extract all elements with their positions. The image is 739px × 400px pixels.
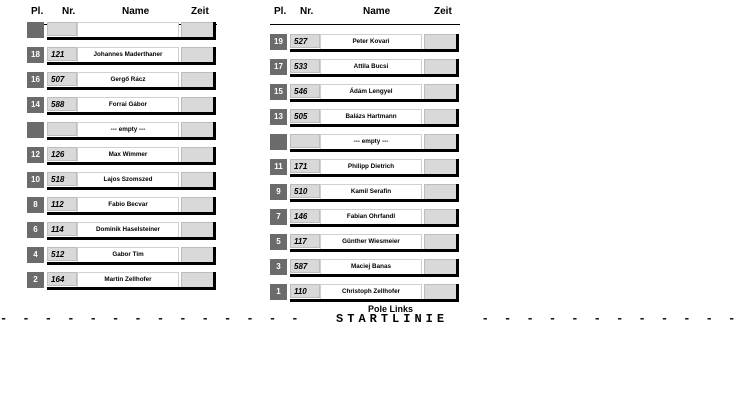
grid-row — [270, 259, 460, 277]
start-number — [47, 22, 77, 36]
grid-row — [27, 72, 217, 90]
driver-name: --- empty --- — [77, 122, 179, 138]
pole-label: Pole Links — [368, 304, 414, 314]
time-cell — [424, 109, 458, 125]
time-cell — [181, 147, 215, 163]
driver-name: Gabor Tim — [77, 247, 179, 263]
grid-row — [270, 159, 460, 177]
start-number: 110 — [290, 284, 320, 298]
start-number: 527 — [290, 34, 320, 48]
grid-row — [270, 209, 460, 227]
left-header — [27, 6, 217, 20]
row-underline — [290, 249, 459, 252]
row-underline — [47, 212, 216, 215]
driver-name: Fabio Becvar — [77, 197, 179, 213]
row-underline — [290, 274, 459, 277]
time-cell — [181, 247, 215, 263]
row-underline — [47, 137, 216, 140]
time-cell — [424, 59, 458, 75]
row-underline — [47, 112, 216, 115]
start-number: 126 — [47, 147, 77, 161]
position-badge: 8 — [27, 197, 44, 213]
start-number: 146 — [290, 209, 320, 223]
position-badge: 17 — [270, 59, 287, 75]
header-zeit: Zeit — [434, 6, 452, 17]
time-cell — [424, 259, 458, 275]
grid-row — [27, 247, 217, 265]
start-number: 507 — [47, 72, 77, 86]
row-underline — [47, 87, 216, 90]
position-badge: 18 — [27, 47, 44, 63]
driver-name: Attila Bucsi — [320, 59, 422, 75]
grid-row — [27, 97, 217, 115]
grid-row — [270, 109, 460, 127]
time-cell — [181, 197, 215, 213]
start-number: 510 — [290, 184, 320, 198]
position-badge — [270, 134, 287, 150]
position-badge: 13 — [270, 109, 287, 125]
driver-name: Gergő Rácz — [77, 72, 179, 88]
time-cell — [181, 97, 215, 113]
start-number: 512 — [47, 247, 77, 261]
driver-name: Lajos Szomszed — [77, 172, 179, 188]
row-underline — [47, 162, 216, 165]
time-cell — [181, 122, 215, 138]
row-underline — [290, 174, 459, 177]
row-underline — [47, 187, 216, 190]
grid-row — [27, 272, 217, 290]
header-zeit: Zeit — [191, 6, 209, 17]
header-nr: Nr. — [300, 6, 314, 17]
position-badge: 3 — [270, 259, 287, 275]
time-cell — [424, 209, 458, 225]
time-cell — [181, 222, 215, 238]
row-underline — [290, 299, 459, 302]
position-badge: 5 — [270, 234, 287, 250]
driver-name: Balázs Hartmann — [320, 109, 422, 125]
driver-name: Christoph Zellhofer — [320, 284, 422, 300]
header-pl: Pl. — [274, 6, 287, 17]
driver-name: Peter Kovari — [320, 34, 422, 50]
row-underline — [47, 237, 216, 240]
start-number: 121 — [47, 47, 77, 61]
start-number: 588 — [47, 97, 77, 111]
grid-row — [27, 22, 217, 40]
driver-name: Johannes Maderthaner — [77, 47, 179, 63]
driver-name: Kamil Serafin — [320, 184, 422, 200]
time-cell — [181, 272, 215, 288]
position-badge: 16 — [27, 72, 44, 88]
grid-row — [27, 222, 217, 240]
position-badge: 14 — [27, 97, 44, 113]
row-underline — [290, 49, 459, 52]
time-cell — [424, 184, 458, 200]
header-pl: Pl. — [31, 6, 44, 17]
start-number: 164 — [47, 272, 77, 286]
grid-row — [270, 84, 460, 102]
start-number: 171 — [290, 159, 320, 173]
position-badge — [27, 22, 44, 38]
time-cell — [181, 172, 215, 188]
start-number: 114 — [47, 222, 77, 236]
start-number: 546 — [290, 84, 320, 98]
driver-name: Dominik Haselsteiner — [77, 222, 179, 238]
driver-name: Forrai Gábor — [77, 97, 179, 113]
time-cell — [424, 84, 458, 100]
row-underline — [47, 287, 216, 290]
position-badge: 2 — [27, 272, 44, 288]
row-underline — [290, 149, 459, 152]
row-underline — [290, 124, 459, 127]
position-badge: 4 — [27, 247, 44, 263]
time-cell — [424, 34, 458, 50]
grid-row — [27, 122, 217, 140]
row-underline — [290, 199, 459, 202]
driver-name: Philipp Dietrich — [320, 159, 422, 175]
row-underline — [290, 99, 459, 102]
driver-name: Max Wimmer — [77, 147, 179, 163]
grid-row — [27, 172, 217, 190]
start-number: 533 — [290, 59, 320, 73]
position-badge: 9 — [270, 184, 287, 200]
grid-row — [270, 59, 460, 77]
time-cell — [424, 134, 458, 150]
grid-row — [27, 47, 217, 65]
startline: - - - - - - - - - - - - - - STARTLINIE - - - - - - - - - - - - — [0, 312, 739, 326]
time-cell — [424, 159, 458, 175]
time-cell — [181, 47, 215, 63]
position-badge: 12 — [27, 147, 44, 163]
start-number: 518 — [47, 172, 77, 186]
driver-name: Günther Wiesmeier — [320, 234, 422, 250]
header-name: Name — [122, 6, 150, 17]
grid-row — [270, 234, 460, 252]
start-number — [290, 134, 320, 148]
driver-name: Fabian Ohrfandl — [320, 209, 422, 225]
row-underline — [290, 74, 459, 77]
driver-name — [77, 22, 179, 38]
grid-row — [27, 197, 217, 215]
position-badge — [27, 122, 44, 138]
time-cell — [424, 234, 458, 250]
start-number — [47, 122, 77, 136]
driver-name: Martin Zellhofer — [77, 272, 179, 288]
grid-row — [270, 134, 460, 152]
row-underline — [47, 62, 216, 65]
time-cell — [181, 72, 215, 88]
grid-row — [27, 147, 217, 165]
row-underline — [290, 224, 459, 227]
start-number: 505 — [290, 109, 320, 123]
header-name: Name — [363, 6, 391, 17]
position-badge: 15 — [270, 84, 287, 100]
driver-name: --- empty --- — [320, 134, 422, 150]
time-cell — [181, 22, 215, 38]
right-header — [270, 6, 460, 20]
driver-name: Ádám Lengyel — [320, 84, 422, 100]
row-underline — [47, 262, 216, 265]
driver-name: Maciej Banas — [320, 259, 422, 275]
start-number: 117 — [290, 234, 320, 248]
position-badge: 11 — [270, 159, 287, 175]
time-cell — [424, 284, 458, 300]
grid-row — [270, 284, 460, 302]
position-badge: 19 — [270, 34, 287, 50]
grid-row — [270, 184, 460, 202]
start-number: 112 — [47, 197, 77, 211]
position-badge: 6 — [27, 222, 44, 238]
grid-row — [270, 34, 460, 52]
row-underline — [47, 37, 216, 40]
start-number: 587 — [290, 259, 320, 273]
position-badge: 1 — [270, 284, 287, 300]
header-divider — [270, 24, 460, 25]
position-badge: 10 — [27, 172, 44, 188]
position-badge: 7 — [270, 209, 287, 225]
header-nr: Nr. — [62, 6, 76, 17]
